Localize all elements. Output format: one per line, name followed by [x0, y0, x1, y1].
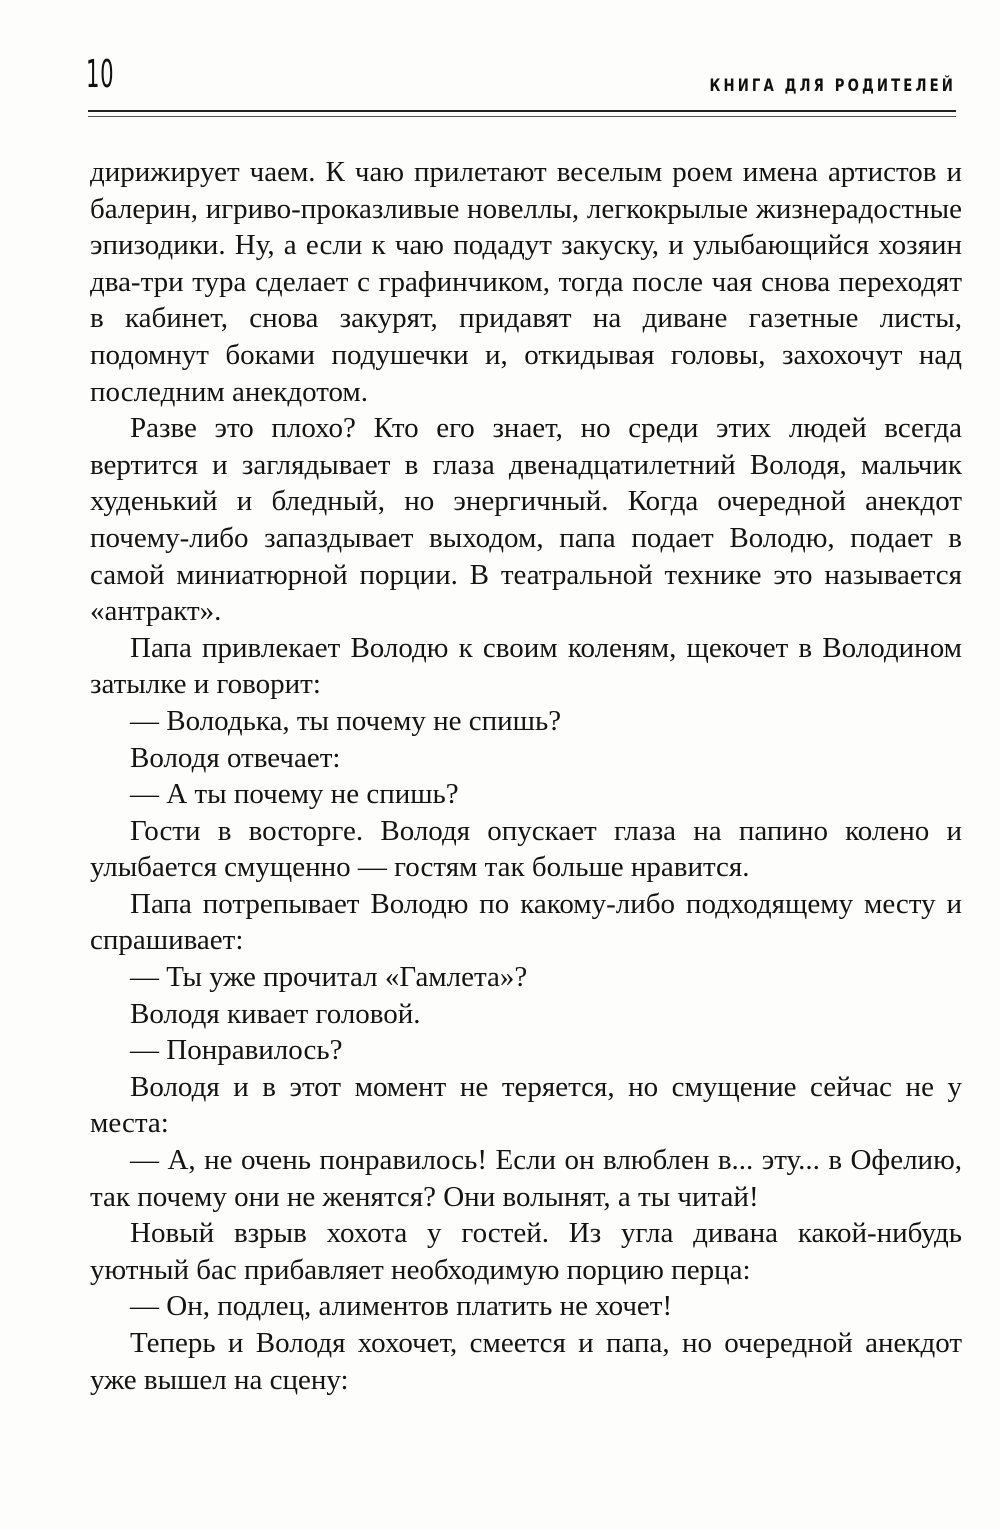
dialogue-line: — Он, подлец, алиментов платить не хочет!: [130, 1290, 673, 1323]
paragraph: Теперь и Володя хохочет, смеется и папа, но очередной анекдот уже вышел на сцену:: [90, 1327, 962, 1396]
dialogue-line: — А ты почему не спишь?: [130, 778, 459, 811]
dialogue-line: — Володька, ты почему не спишь?: [130, 704, 562, 737]
paragraph: Папа потрепывает Володю по какому-либо подходящему месту и спрашивает:: [90, 887, 962, 957]
paragraph: Володя кивает головой.: [130, 997, 421, 1030]
dialogue-line: — А, не очень понравилось! Если он влюблен в... эту... в Офелию, так почему они не женятся? Они волынят, а ты читай!: [90, 1144, 962, 1213]
paragraph: дирижирует чаем. К чаю прилетают веселым роем имена артистов и балерин, игриво-проказливые новеллы, легкокрылые жизнерадостные эпизодики. Ну, а если к чаю подадут закуску, и улыбающийся хозяин два-три тура сделает с графинчиком, тогда после чая снова переходят в кабинет, снова закурят, придавят на диване газетные листы, подомнут боками подушечки и, откидывая головы, захохочут над последним анекдотом.: [90, 156, 962, 408]
paragraph: Володя отвечает:: [130, 741, 341, 774]
paragraph: Володя и в этот момент не теряется, но смущение сейчас не у места:: [90, 1070, 962, 1140]
dialogue-line: — Понравилось?: [130, 1034, 343, 1067]
dialogue-line: — Ты уже прочитал «Гамлета»?: [130, 961, 528, 994]
paragraph: Папа привлекает Володю к своим коленям, щекочет в Володином затылке и говорит:: [90, 631, 962, 701]
paragraph: Новый взрыв хохота у гостей. Из угла дивана какой-нибудь уютный бас прибавляет необходимую порцию перца:: [90, 1217, 962, 1286]
running-title: КНИГА ДЛЯ РОДИТЕЛЕЙ: [709, 76, 956, 96]
header-rule-thin: [88, 116, 956, 117]
body-text: [90, 154, 962, 1398]
paragraph: Разве это плохо? Кто его знает, но среди этих людей всегда вертится и заглядывает в глаза двенадцатилетний Володя, мальчик худенький и бледный, но энергичный. Когда очередной анекдот почему-либо запаздывает выходом, папа подает Володю, подает в самой миниатюрной порции. В театральной технике это называется «антракт».: [90, 412, 962, 628]
page-number: 10: [86, 52, 115, 96]
paragraph: Гости в восторге. Володя опускает глаза на папино колено и улыбается смущенно — гостям так больше нравится.: [90, 814, 962, 884]
header-rule: [88, 110, 956, 112]
